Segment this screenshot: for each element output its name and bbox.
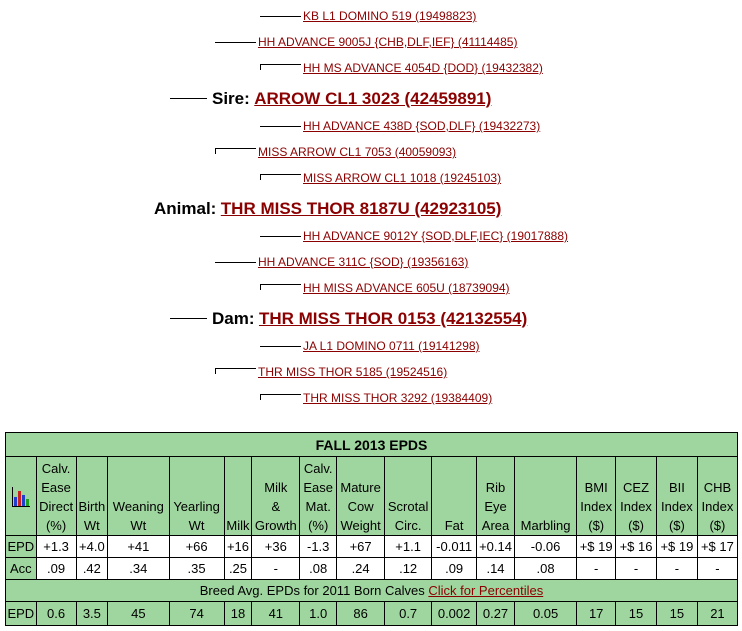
epd-value-cell: +$ 17 xyxy=(697,536,737,558)
breed-average-text: Breed Avg. EPDs for 2011 Born Calves xyxy=(199,583,425,598)
epd-table-title: FALL 2013 EPDS xyxy=(6,433,738,457)
acc-row-label: Acc xyxy=(6,558,37,580)
epd-column-header xyxy=(656,457,697,536)
acc-value-cell: .25 xyxy=(224,558,252,580)
breed-avg-value-cell: 15 xyxy=(616,602,657,626)
header-text-line: Area xyxy=(481,518,510,533)
header-text-line: Circ. xyxy=(394,518,422,533)
header-text-line: Calv. xyxy=(303,461,333,476)
connector xyxy=(260,284,301,290)
header-text-line: (%) xyxy=(308,518,329,533)
acc-value-cell: .24 xyxy=(337,558,385,580)
header-text-line: Scrotal xyxy=(387,499,429,514)
header-text-line: Index xyxy=(580,499,613,514)
header-text-line: BII xyxy=(668,480,685,495)
epd-column-header xyxy=(432,457,477,536)
sire-link[interactable]: ARROW CL1 3023 (42459891) xyxy=(254,89,492,108)
epd-column-header xyxy=(169,457,224,536)
epd-column-header xyxy=(697,457,737,536)
connector xyxy=(215,368,256,374)
epd-value-cell: -0.011 xyxy=(432,536,477,558)
epd-row-label: EPD xyxy=(6,536,37,558)
breed-avg-value-cell: 18 xyxy=(224,602,252,626)
breed-avg-value-cell: 0.27 xyxy=(477,602,515,626)
breed-avg-value-cell: 86 xyxy=(337,602,385,626)
epd-value-cell: +4.0 xyxy=(76,536,108,558)
breed-avg-value-cell: 41 xyxy=(252,602,300,626)
acc-value-cell: - xyxy=(697,558,737,580)
acc-value-cell: .42 xyxy=(76,558,108,580)
acc-value-cell: - xyxy=(656,558,697,580)
header-text-line: Ease xyxy=(303,480,334,495)
breed-avg-value-cell: 45 xyxy=(108,602,169,626)
connector xyxy=(260,126,301,127)
header-text-line: Index xyxy=(620,499,652,514)
breed-avg-value-cell: 0.05 xyxy=(514,602,576,626)
header-text-line: Rib xyxy=(485,480,506,495)
pedigree-link-sire-sire[interactable]: HH ADVANCE 9005J {CHB,DLF,IEF} (41114485) xyxy=(258,35,518,49)
epd-column-header xyxy=(224,457,252,536)
breed-avg-value-cell: 0.002 xyxy=(432,602,477,626)
epd-table xyxy=(5,432,738,626)
epd-value-cell: +36 xyxy=(252,536,300,558)
percentiles-link[interactable]: Click for Percentiles xyxy=(428,583,544,598)
connector xyxy=(260,394,301,400)
epd-column-header xyxy=(108,457,169,536)
breed-avg-row-label: EPD xyxy=(6,602,37,626)
epd-value-cell: +$ 19 xyxy=(656,536,697,558)
breed-avg-value-cell: 15 xyxy=(656,602,697,626)
pedigree-link-dam-dam-sire[interactable]: JA L1 DOMINO 0711 (19141298) xyxy=(303,339,480,353)
acc-value-cell: .14 xyxy=(477,558,515,580)
connector xyxy=(170,318,207,319)
header-text-line: Calv. xyxy=(41,461,71,476)
connector xyxy=(260,236,301,237)
acc-value-cell: .09 xyxy=(432,558,477,580)
epd-value-cell: -0.06 xyxy=(514,536,576,558)
acc-value-cell: .34 xyxy=(108,558,169,580)
header-text-line: Index xyxy=(661,499,693,514)
acc-value-cell: .12 xyxy=(385,558,432,580)
pedigree-link-sire-sire-dam[interactable]: HH MS ADVANCE 4054D {DOD} (19432382) xyxy=(303,61,543,75)
epd-value-cell: +66 xyxy=(169,536,224,558)
epd-value-cell: +41 xyxy=(108,536,169,558)
header-text-line: & xyxy=(271,499,281,514)
header-text-line: Weaning xyxy=(112,499,164,514)
header-text-line: Eye xyxy=(484,499,507,514)
acc-value-cell: .35 xyxy=(169,558,224,580)
header-text-line: (%) xyxy=(45,518,67,533)
pedigree-link-dam-sire-sire[interactable]: HH ADVANCE 9012Y {SOD,DLF,IEC} (19017888) xyxy=(303,229,569,243)
pedigree-link-dam-sire-dam[interactable]: HH MISS ADVANCE 605U (18739094) xyxy=(303,281,510,295)
connector xyxy=(260,64,301,70)
pedigree-link-sire-dam[interactable]: MISS ARROW CL1 7053 (40059093) xyxy=(258,145,457,159)
header-text-line: BMI xyxy=(584,480,608,495)
epd-value-cell: +16 xyxy=(224,536,252,558)
epd-column-header xyxy=(76,457,108,536)
pedigree-link-sire-dam-sire[interactable]: HH ADVANCE 438D {SOD,DLF} (19432273) xyxy=(303,119,541,133)
epd-column-header xyxy=(36,457,76,536)
dam-link[interactable]: THR MISS THOR 0153 (42132554) xyxy=(258,309,528,328)
header-text-line: Milk xyxy=(264,480,288,495)
connector xyxy=(170,98,207,99)
acc-value-cell: - xyxy=(252,558,300,580)
epd-column-header xyxy=(477,457,515,536)
connector xyxy=(215,148,256,154)
epd-column-header xyxy=(252,457,300,536)
acc-value-cell: .09 xyxy=(36,558,76,580)
header-text-line: Direct xyxy=(39,499,74,514)
header-text-line: ($) xyxy=(628,518,644,533)
breed-avg-value-cell: 0.7 xyxy=(385,602,432,626)
header-text-line: Index xyxy=(701,499,734,514)
header-text-line: Weight xyxy=(340,518,381,533)
epd-value-cell: -1.3 xyxy=(300,536,337,558)
acc-value-cell: .08 xyxy=(300,558,337,580)
header-text-line: CHB xyxy=(703,480,732,495)
epd-column-header xyxy=(514,457,576,536)
connector xyxy=(215,42,256,43)
epd-column-header xyxy=(385,457,432,536)
epd-value-cell: +0.14 xyxy=(477,536,515,558)
header-text-line: Growth xyxy=(254,518,297,533)
header-text-line: CEZ xyxy=(623,480,650,495)
header-text-line: Mature xyxy=(340,480,381,495)
dam-label: Dam: xyxy=(212,309,255,328)
animal-label: Animal: xyxy=(154,199,217,218)
acc-value-cell: .08 xyxy=(514,558,576,580)
pedigree-link-dam-dam[interactable]: THR MISS THOR 5185 (19524516) xyxy=(258,365,448,379)
pedigree-link-dam-dam-dam[interactable]: THR MISS THOR 3292 (19384409) xyxy=(303,391,493,405)
header-text-line: Wt xyxy=(188,518,205,533)
animal-link[interactable]: THR MISS THOR 8187U (42923105) xyxy=(220,199,502,218)
epd-column-header xyxy=(616,457,657,536)
epd-value-cell: +67 xyxy=(337,536,385,558)
acc-value-cell: - xyxy=(616,558,657,580)
header-text-line: Birth xyxy=(78,499,106,514)
header-text-line: Fat xyxy=(444,518,464,533)
header-text-line: Wt xyxy=(130,518,147,533)
epd-value-cell: +$ 19 xyxy=(577,536,616,558)
header-text-line: ($) xyxy=(588,518,605,533)
header-text-line: Marbling xyxy=(520,518,571,533)
header-text-line: Mat. xyxy=(305,499,331,514)
connector xyxy=(260,174,301,180)
header-text-line: ($) xyxy=(668,518,685,533)
bar-chart-icon[interactable] xyxy=(6,457,37,536)
epd-value-cell: +1.1 xyxy=(385,536,432,558)
epd-value-cell: +$ 16 xyxy=(616,536,657,558)
header-text-line: Cow xyxy=(347,499,374,514)
breed-avg-value-cell: 17 xyxy=(577,602,616,626)
connector xyxy=(215,262,256,263)
header-text-line: Milk xyxy=(226,518,250,533)
pedigree-link-sire-dam-dam[interactable]: MISS ARROW CL1 1018 (19245103) xyxy=(303,171,502,185)
epd-column-header xyxy=(300,457,337,536)
pedigree-link-sire-sire-sire[interactable]: KB L1 DOMINO 519 (19498823) xyxy=(303,9,477,23)
breed-avg-value-cell: 1.0 xyxy=(300,602,337,626)
breed-avg-value-cell: 21 xyxy=(697,602,737,626)
breed-average-banner xyxy=(6,580,738,602)
connector xyxy=(260,16,301,17)
epd-column-header xyxy=(337,457,385,536)
breed-avg-value-cell: 0.6 xyxy=(36,602,76,626)
acc-value-cell: - xyxy=(577,558,616,580)
breed-avg-value-cell: 74 xyxy=(169,602,224,626)
connector xyxy=(260,346,301,347)
sire-label: Sire: xyxy=(212,89,250,108)
header-text-line: Ease xyxy=(41,480,71,495)
epd-value-cell: +1.3 xyxy=(36,536,76,558)
epd-column-header xyxy=(577,457,616,536)
header-text-line: ($) xyxy=(709,518,726,533)
header-text-line: Wt xyxy=(83,518,100,533)
pedigree-link-dam-sire[interactable]: HH ADVANCE 311C {SOD} (19356163) xyxy=(258,255,469,269)
breed-avg-value-cell: 3.5 xyxy=(76,602,108,626)
header-text-line: Yearling xyxy=(173,499,220,514)
